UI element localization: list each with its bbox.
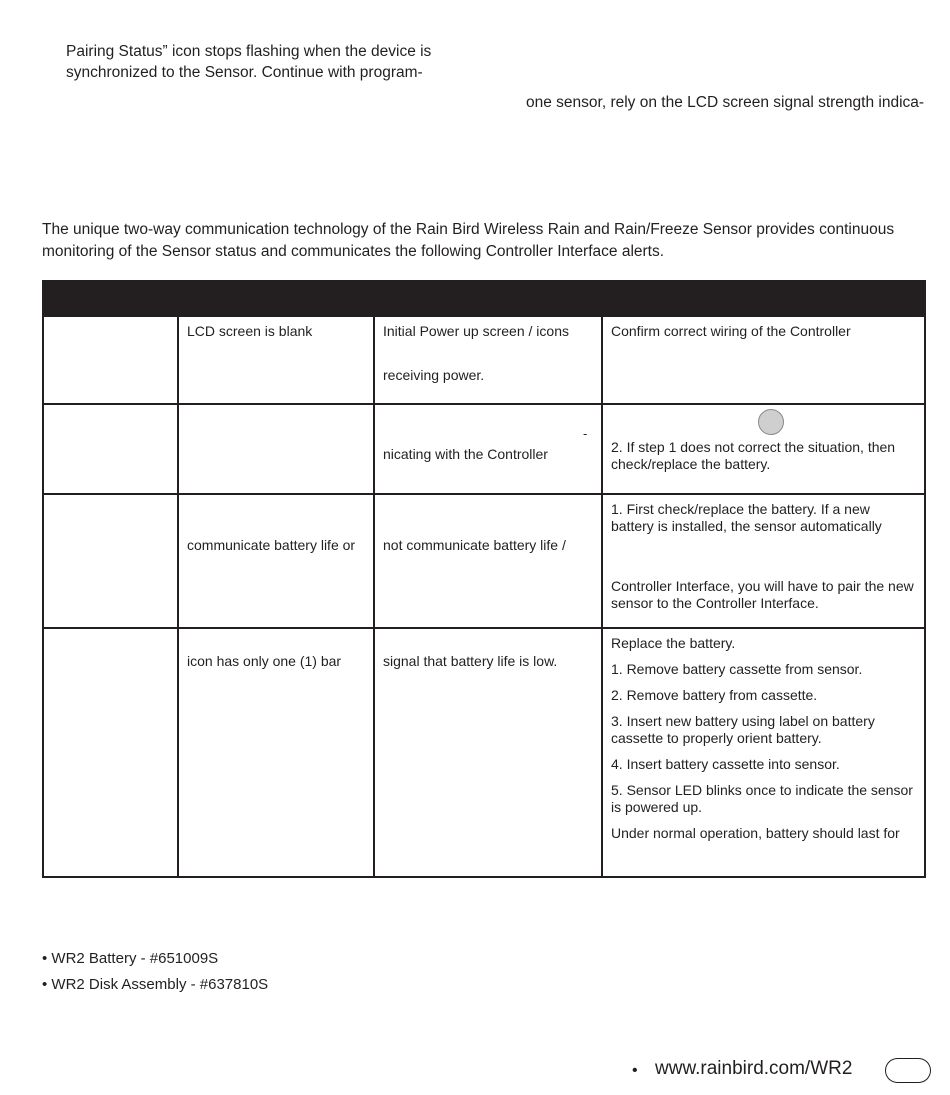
top-line-3: one sensor, rely on the LCD screen signal strength indica-: [526, 94, 925, 111]
table-cell-cause: [373, 405, 603, 493]
table-cell-condition: [42, 629, 179, 876]
hyphen-mark: -: [583, 426, 588, 441]
table-cell-condition: [42, 405, 179, 493]
intro-line-2: monitoring of the Sensor status and communicates the following Controller Interface alerts.: [42, 243, 665, 260]
table-cell-condition: [42, 317, 179, 403]
cell-text: 2. Remove battery from cassette.: [611, 687, 818, 703]
cell-text: Replace the battery.: [611, 635, 736, 651]
table-cell-cause: [373, 317, 603, 403]
cell-text: 2. If step 1 does not correct the situation, then check/replace the battery.: [611, 439, 896, 472]
table-cell-action: [601, 629, 926, 876]
table-cell-cause: [373, 629, 603, 876]
page-number-badge: [885, 1058, 931, 1083]
cell-text: 1. Remove battery cassette from sensor.: [611, 661, 863, 677]
top-line-1: Pairing Status” icon stops flashing when the device is: [66, 43, 432, 60]
intro-paragraph: [42, 219, 922, 263]
table-row: [42, 317, 926, 405]
table-cell-symptom: [177, 495, 375, 627]
cell-text: nicating with the Controller: [383, 446, 548, 462]
table-row: [42, 495, 926, 629]
cell-text: Confirm correct wiring of the Controller: [611, 323, 851, 339]
cell-text: Initial Power up screen / icons: [383, 323, 569, 339]
cell-text: Under normal operation, battery should last for: [611, 825, 900, 841]
cell-text: 1. First check/replace the battery. If a new battery is installed, the sensor automatically: [611, 501, 882, 534]
table-cell-action: [601, 317, 926, 403]
cell-text: Controller Interface, you will have to pair the new sensor to the Controller Interface.: [611, 578, 914, 611]
cell-text: not communicate battery life /: [383, 537, 566, 553]
footer-bullet: •: [632, 1062, 638, 1079]
table-header-bar: [42, 280, 926, 317]
alerts-table: [42, 280, 926, 878]
table-cell-symptom: [177, 317, 375, 403]
replacement-parts-list: [42, 946, 268, 998]
list-item: • WR2 Battery - #651009S: [42, 950, 219, 967]
table-cell-cause: [373, 495, 603, 627]
cell-text: 3. Insert new battery using label on battery cassette to properly orient battery.: [611, 713, 875, 746]
top-paragraph-left: [66, 41, 466, 83]
table-cell-condition: [42, 495, 179, 627]
table-cell-symptom: [177, 405, 375, 493]
table-body: [42, 317, 926, 878]
cell-text: LCD screen is blank: [187, 323, 313, 339]
intro-line-1: The unique two-way communication technology of the Rain Bird Wireless Rain and Rain/Freeze Sensor provides continuous: [42, 221, 895, 238]
table-cell-symptom: [177, 629, 375, 876]
cell-text: signal that battery life is low.: [383, 653, 558, 669]
cell-text: 4. Insert battery cassette into sensor.: [611, 756, 840, 772]
cell-text: receiving power.: [383, 367, 485, 383]
table-row: [42, 629, 926, 878]
footer-url-link[interactable]: www.rainbird.com/WR2: [655, 1058, 853, 1079]
cell-text: communicate battery life or: [187, 537, 356, 553]
list-item: • WR2 Disk Assembly - #637810S: [42, 976, 269, 993]
status-dot-icon: [758, 409, 784, 435]
table-cell-action: [601, 495, 926, 627]
table-row: [42, 405, 926, 495]
cell-text: 5. Sensor LED blinks once to indicate the sensor is powered up.: [611, 782, 913, 815]
cell-text: icon has only one (1) bar: [187, 653, 342, 669]
top-line-2: synchronized to the Sensor. Continue with program-: [66, 64, 423, 81]
